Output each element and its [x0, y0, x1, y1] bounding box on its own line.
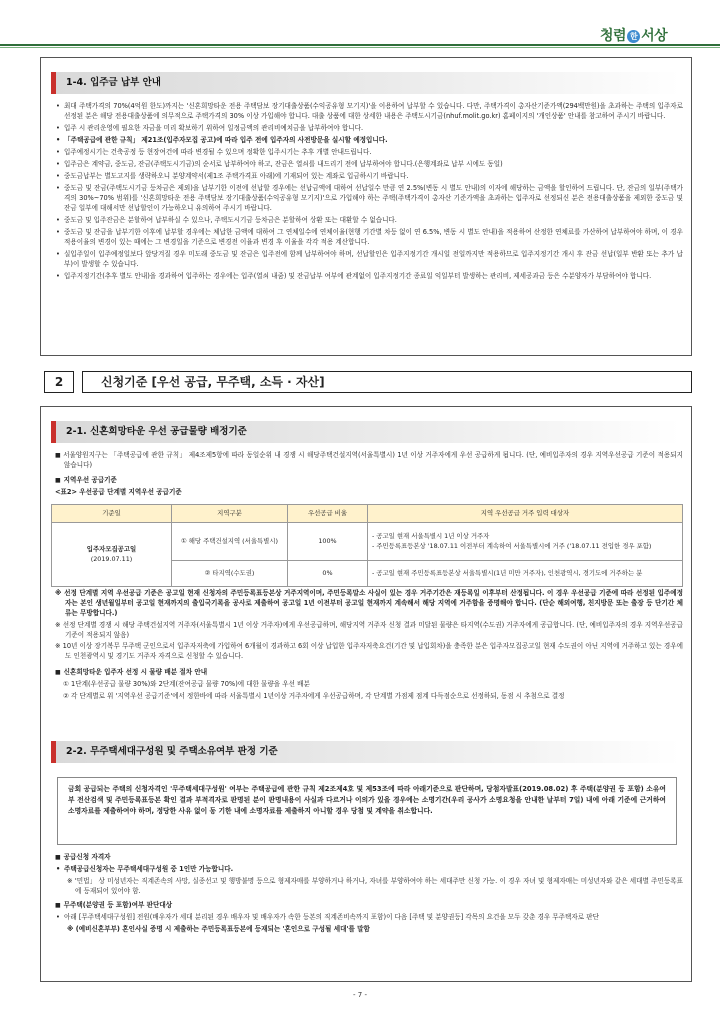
section-1-4-title: 1-4. 입주금 납부 안내	[51, 72, 681, 94]
section-2-1-intro: ■ 서울양원지구는 「주택공급에 관한 규칙」 제4조제5항에 따라 동일순위 내 경쟁 시 해당주택건설지역(서울특별시) 1년 이상 거주자에게 우선 공급하게 됩니다. (단, 예비입주자의 경우 지역우선공급 기준이 적용되지 않습니다)	[55, 451, 683, 469]
table-header: 지역구분	[172, 505, 288, 523]
section-2-1-intro-block	[55, 451, 683, 500]
header-rule	[0, 44, 720, 46]
bullet: • 실입주일이 입주예정일보다 앞당겨질 경우 미도래 중도금 및 잔금은 입주전에 함께 납부하여야 하며, 선납할인은 입주지정기간 개시일 전일까지만 적용하므로 입주지정기간 개시 후 잔금 선납(일부 반환 또는 추가 납부)이 발생할 수 있습니다.	[55, 250, 683, 270]
page-number: - 7 -	[353, 991, 367, 999]
bullet: • 중도금납부는 별도고지를 생략하오니 분양계약서(제1조 주택가격표 아래)에 기재되어 있는 계좌로 입금하시기 바랍니다.	[55, 172, 683, 182]
table-header: 우선공급 비율	[288, 505, 368, 523]
region-cell: ② 타지역(수도권)	[172, 561, 288, 587]
logo: 청렴 한 서상	[600, 28, 668, 44]
bullet: • 중도금 및 잔금(주택도시기금 등차금은 제외)을 납부기한 이전에 선납할 경우에는 선납금액에 대하여 선납일수 만큼 연 2.5%(변동 시 별도 안내)의 이자에 해당하는 금액을 할인하여 드립니다. 단, 잔금의 일부(주택가격의 30%~70% 범위)를 '신혼희망타운 전용 주택담보 장기대출상품(수익공유형 모기지)'으로 가입해야 하는 주택(주택가격이 총자산 기준가액을 초과하는 입주자로 선정되신 분은 전용대출상품을 제외한 중도금 및 잔금 일부에 대해서만 선납할인이 가능하오니 유의하여 주시기 바랍니다.	[55, 184, 683, 214]
notice-box: 금회 공급되는 주택의 신청자격인 '무주택세대구성원' 여부는 주택공급에 관한 규칙 제2조제4호 및 제53조에 따라 아래기준으로 판단하며, 당첨자발표(2019.08.02) 후 주택(분양권 등 포함) 소유여부 전산검색 및 주민등록표등본 확인 결과 부적격자로 판명된 분이 판명내용이 사실과 다르거나 이의가 있을 경우에는 소명기간(우리 공사가 소명요청을 안내한 날부터 7일) 내에 아래 기준에 근거하여 소명자료를 제출하여야 하며, 정당한 사유 없이 동 기한 내에 소명자료를 제출하지 아니할 경우 당첨 및 계약을 취소합니다.	[57, 777, 677, 845]
table-header: 지역 우선공급 거주 입력 대상자	[368, 505, 683, 523]
bullet: • 「주택공급에 관한 규칙」 제21조(입주자모집 공고)에 따라 입주 전에 입주자의 사전방문을 실시할 예정입니다.	[55, 136, 683, 146]
section-2-heading	[44, 371, 692, 393]
bullet: • 중도금 및 잔금을 납부기한 이후에 납부할 경우에는 체납한 금액에 대하여 그 연체일수에 연체이율(현행 기간별 차등 없이 연 6.5%, 변동 시 별도 안내)을 적용하여 산정한 연체료를 가산하여 납부하여야 하며, 이 경우 적용이율의 변경이 있는 때에는 그 변경일을 기준으로 변경전 이율과 변경 후 이율을 각각 적용 계산합니다.	[55, 228, 683, 248]
ratio-cell: 100%	[288, 523, 368, 561]
priority-table	[51, 504, 683, 587]
bullet: • 중도금 및 입주잔금은 분할하여 납부하실 수 있으나, 주택도시기금 등차금은 분할하여 상환 또는 대환할 수 없습니다.	[55, 216, 683, 226]
section-2-1-title: 2-1. 신혼희망타운 우선 공급물량 배정기준	[51, 421, 681, 443]
homeless-title: ■ 무주택(분양권 등 포함)여부 판단대상	[55, 901, 683, 911]
table-header-row	[52, 505, 683, 523]
bullet: • 입주금은 계약금, 중도금, 잔금(주택도시기금)의 순서로 납부하여야 하고, 잔금은 열쇠를 내드리기 전에 납부하여야 합니다.(은행계좌로 납부 시에도 동일)	[55, 160, 683, 170]
note: ※ 10년 이상 장기복무 무주택 군인으로서 입주자저축에 가입하여 6개월이 경과하고 6회 이상 납입한 입주자저축요건(기간 및 납입회차)을 충족한 분은 입주자모집공고일 현재 수도권이 아닌 지역에 거주하고 있는 경우에도 인천광역시 및 경기도 거주자 자격으로 신청할 수 있습니다.	[55, 642, 683, 661]
section-2-2-title: 2-2. 무주택세대구성원 및 주택소유여부 판정 기준	[51, 741, 681, 763]
header-rule-thin	[0, 47, 720, 48]
note: ※ '민법」 상 미성년자는 직계존속의 사망, 실종선고 및 행방불명 등으로 형제자매를 부양하거나 하거나, 자녀를 부양하여야 하는 세대주만 신청 가능. 이 경우 자녀 및 형제자매는 미성년자와 같은 세대별 주민등록표에 등재되어 있어야 함.	[67, 877, 683, 896]
bullet: • 입주 시 관리운영에 필요한 자금을 미리 확보하기 위하여 일정금액의 관리비예치금을 납부하여야 합니다.	[55, 124, 683, 134]
bullet: • 최대 주택가격의 70%(4억원 한도)까지는 '신혼희망타운 전용 주택담보 장기대출상품(수익공유형 모기지)'을 이용하여 납부할 수 있습니다. 다만, 주택가격이 총자산기준가액(294백만원)을 초과하는 주택의 입주자로 선정된 분은 해당 전용대출상품에 의무적으로 주택가격의 30% 이상 가입해야 합니다. 대출 상품에 대한 상세한 내용은 주택도시기금(nhuf.molit.go.kr) 홈페이지의 '개인상품' 안내를 참고하여 주시기 바랍니다.	[55, 102, 683, 122]
target-cell: - 공고일 현재 서울특별시 1년 이상 거주자 - 주민등록표등본상 '18.07.11 이전부터 계속하여 서울특별시에 거주 ('18.07.11 전입한 경우 포함)	[368, 523, 683, 561]
region-cell: ① 해당 주택건설지역 (서울특별시)	[172, 523, 288, 561]
applicant-title: ■ 공급신청 자격자	[55, 853, 683, 863]
procedure-step: ② 각 단계별로 위 '지역우선 공급기준'에서 정한바에 따라 서울특별시 1년이상 거주자에게 우선공급하며, 각 단계별 가점제 점계 다득점순으로 선정하되, 동점 시 추첨으로 결정	[63, 692, 565, 701]
note: ※ 선정 단계별 경쟁 시 해당 주택건설지역 거주자(서울특별시 1년 이상 거주자)에게 우선공급하며, 해당지역 거주자 신청 결과 미달된 물량은 타지역(수도권) 거주자에게 공급합니다. (단, 예비입주자의 경우 지역우선공급 기준이 적용되지 않음)	[55, 620, 683, 639]
bullet: • 입주지정기간(추후 별도 안내)을 경과하여 입주하는 경우에는 입주(열쇠 내줌) 및 잔금납부 여부에 관계없이 입주지정기간 종료일 익일부터 발생하는 관리비, 제세공과금 등은 수분양자가 부담하여야 합니다.	[55, 272, 683, 282]
table-header: 기준일	[52, 505, 172, 523]
section-title: 신청기준 [우선 공급, 무주택, 소득 · 자산]	[82, 371, 692, 393]
basis-cell: 입주자모집공고일 (2019.07.11)	[52, 523, 172, 587]
table-row	[52, 523, 683, 561]
bullet: • 입주예정시기는 건축공정 등 현장여건에 따라 변경될 수 있으며 정확한 입주시기는 추후 개별 안내드립니다.	[55, 148, 683, 158]
table-caption: <표2> 우선공급 단계별 지역우선 공급기준	[55, 487, 182, 496]
priority-notes	[55, 589, 683, 704]
procedure-step: ① 1단계(우선공급 물량 30%)와 2단계(잔여공급 물량 70%)에 대한 물량을 우선 배분	[63, 680, 310, 689]
regional-priority-title: ■ 지역우선 공급기준	[55, 476, 683, 486]
target-cell: - 공고일 현재 주민등록표등본상 서울특별시(1년 미만 거주자), 인천광역시, 경기도에 거주하는 분	[368, 561, 683, 587]
bullet: • 아래 [무주택세대구성원] 전원(배우자가 세대 분리된 경우 배우자 및 배우자가 속한 등본의 직계존비속까지 포함)이 다음 [주택 및 분양권등] 각목의 요건을 모두 갖춘 경우 무주택자로 판단	[55, 913, 683, 923]
procedure-title: ■ 신혼희망타운 입주자 선정 시 물량 배분 절차 안내	[55, 668, 683, 678]
note: ※ (예비신혼부부) 혼인사실 증명 시 제출하는 주민등록표등본에 등재되는 '혼인으로 구성될 세대'를 말함	[67, 925, 370, 934]
section-2-2-body	[55, 853, 683, 937]
ratio-cell: 0%	[288, 561, 368, 587]
section-1-4-bullets	[55, 102, 683, 284]
bullet: • 주택공급신청자는 무주택세대구성원 중 1인만 가능합니다.	[55, 865, 683, 875]
section-1-4-box	[40, 57, 692, 356]
section-number: 2	[44, 371, 74, 393]
note: ※ 선정 단계별 지역 우선공급 기준은 공고일 현재 신청자의 주민등록표등본상 거주지역이며, 주민등록말소 사실이 있는 경우 거주기간은 재등록일 이후부터 산정됩니다. 이 경우 우선공급 기준에 따라 선정된 입주예정자는 본인 생년월일부터 공고일 현재까지의 출입국기록을 공사로 제출하여 공고일 1년 이전부터 공고일 현재까지 계속해서 해당 지역에 거주함을 증명해야 합니다. (단순 해외여행, 친지방문 또는 출장 등 단기간 체류는 무방합니다.)	[55, 589, 683, 617]
section-2-box	[40, 406, 692, 982]
